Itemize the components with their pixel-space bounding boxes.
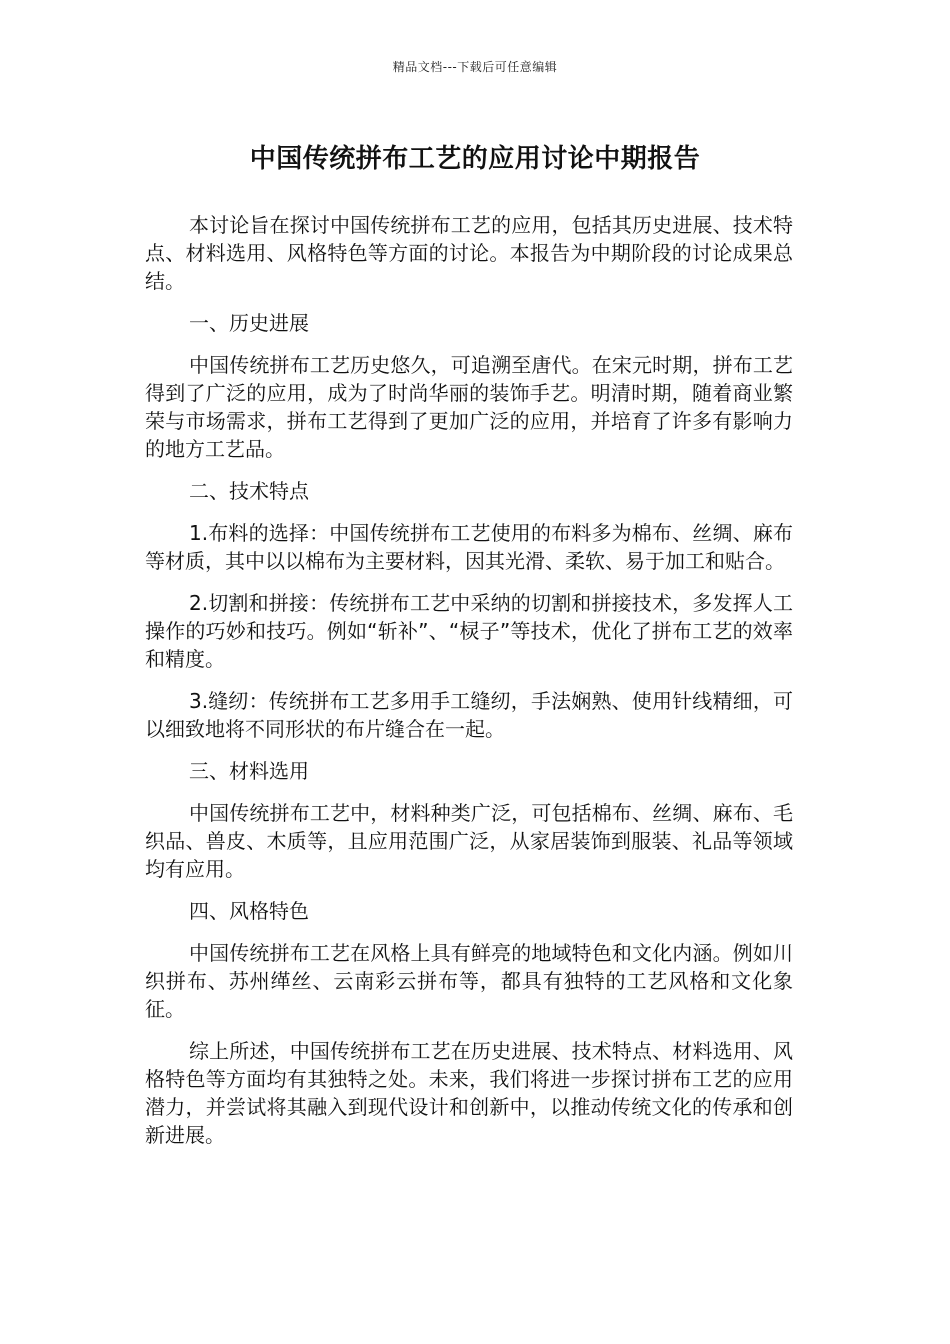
technique-fabric-paragraph: 1.布料的选择：中国传统拼布工艺使用的布料多为棉布、丝绸、麻布等材质，其中以以棉布为主要材料，因其光滑、柔软、易于加工和贴合。 xyxy=(145,521,793,573)
document-title: 中国传统拼布工艺的应用讨论中期报告 xyxy=(249,144,701,174)
technique-sewing-paragraph: 3.缝纫：传统拼布工艺多用手工缝纫，手法娴熟、使用针线精细，可以细致地将不同形状的布片缝合在一起。 xyxy=(145,689,793,741)
section-heading-technique: 二、技术特点 xyxy=(189,479,309,503)
section-heading-history: 一、历史进展 xyxy=(189,311,309,335)
page-header-note: 精品文档---下载后可任意编辑 xyxy=(392,60,558,74)
section-heading-materials: 三、材料选用 xyxy=(189,759,309,783)
materials-paragraph: 中国传统拼布工艺中，材料种类广泛，可包括棉布、丝绸、麻布、毛织品、兽皮、木质等，且应用范围广泛，从家居装饰到服装、礼品等领域均有应用。 xyxy=(145,801,793,881)
intro-paragraph: 本讨论旨在探讨中国传统拼布工艺的应用，包括其历史进展、技术特点、材料选用、风格特色等方面的讨论。本报告为中期阶段的讨论成果总结。 xyxy=(145,213,793,293)
conclusion-paragraph: 综上所述，中国传统拼布工艺在历史进展、技术特点、材料选用、风格特色等方面均有其独特之处。未来，我们将进一步探讨拼布工艺的应用潜力，并尝试将其融入到现代设计和创新中，以推动传统文化的传承和创新进展。 xyxy=(145,1039,793,1147)
section-heading-style: 四、风格特色 xyxy=(189,899,309,923)
technique-cutting-paragraph: 2.切割和拼接：传统拼布工艺中采纳的切割和拼接技术，多发挥人工操作的巧妙和技巧。例如“斩补”、“棂子”等技术，优化了拼布工艺的效率和精度。 xyxy=(145,591,793,671)
history-paragraph: 中国传统拼布工艺历史悠久，可追溯至唐代。在宋元时期，拼布工艺得到了广泛的应用，成为了时尚华丽的装饰手艺。明清时期，随着商业繁荣与市场需求，拼布工艺得到了更加广泛的应用，并培育了许多有影响力的地方工艺品。 xyxy=(145,353,793,461)
style-paragraph: 中国传统拼布工艺在风格上具有鲜亮的地域特色和文化内涵。例如川织拼布、苏州缂丝、云南彩云拼布等，都具有独特的工艺风格和文化象征。 xyxy=(145,941,793,1021)
document-body xyxy=(145,211,793,1163)
